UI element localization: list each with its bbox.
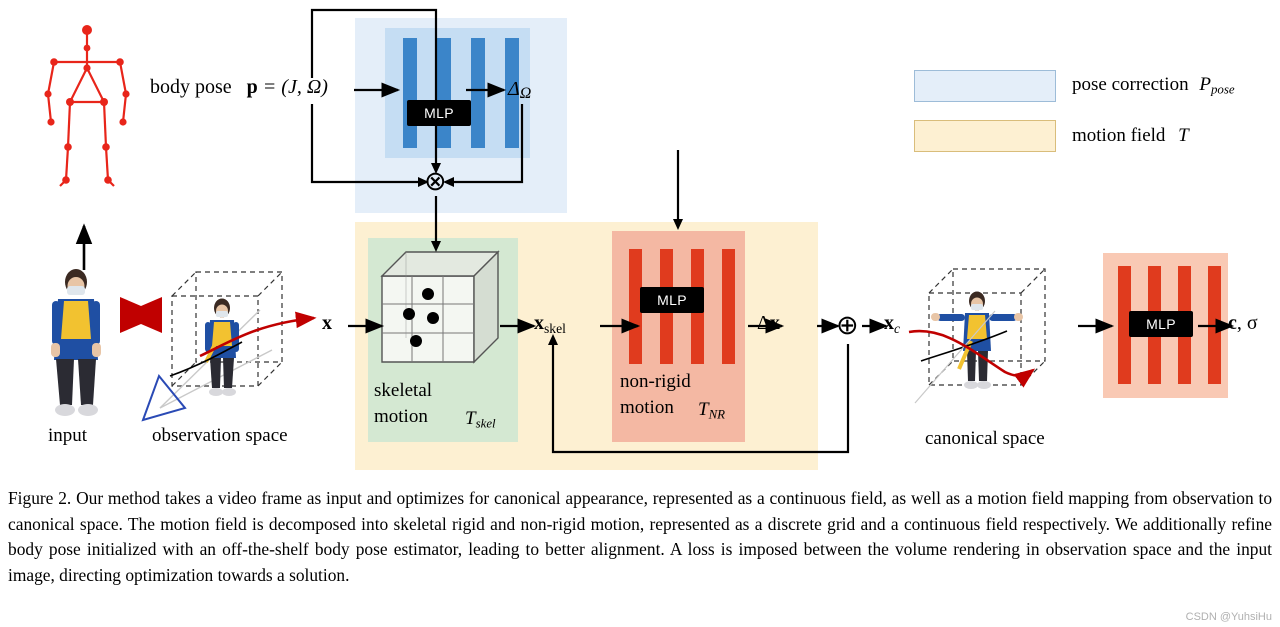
skeletal-motion-symbol: $T_{skel}$ bbox=[465, 408, 496, 431]
legend-item-motion-field bbox=[914, 120, 1235, 152]
legend-swatch-motion-field bbox=[914, 120, 1056, 152]
x-skel-label: $x_{skel}$ bbox=[534, 312, 566, 336]
skeletal-motion-label-line2: motion bbox=[374, 406, 428, 427]
legend-swatch-pose-correction bbox=[914, 70, 1056, 102]
nonrigid-motion-label-line1: non-rigid bbox=[620, 371, 691, 392]
delta-omega-label: ΔΩ bbox=[508, 78, 532, 103]
nonrigid-motion-symbol: $T_{NR}$ bbox=[698, 399, 726, 422]
canonical-space-label: canonical space bbox=[925, 428, 1045, 449]
legend bbox=[914, 70, 1235, 152]
nonrigid-motion-label-line2: motion bbox=[620, 397, 674, 418]
legend-item-pose-correction bbox=[914, 70, 1235, 102]
caption-text: Our method takes a video frame as input and optimizes for canonical appearance, represented as a continuous field, as well as a motion field mapping from observation to canonical space. The motion field is decomposed into skeletal rigid and non-rigid motion, represented as a discrete grid and a continuous field respectively. We additionally refine body pose initialized with an off-the-shelf body pose estimator, leading to better alignment. A loss is imposed between the volume rendering in observation space and the input image, directing optimization towards a solution. bbox=[8, 488, 1273, 585]
legend-label-pose-correction: pose correction $P_{pose}$ bbox=[1072, 74, 1235, 97]
input-label: input bbox=[48, 425, 88, 446]
multiply-operator: ⊗ bbox=[424, 166, 447, 196]
mlp-box-canonical: MLP bbox=[1129, 311, 1193, 337]
delta-x-label: Δx bbox=[757, 312, 780, 334]
x-label: x bbox=[322, 312, 332, 334]
mlp-box-nonrigid: MLP bbox=[640, 287, 704, 313]
caption-label: Figure 2. bbox=[8, 488, 72, 508]
legend-label-motion-field: motion field T bbox=[1072, 125, 1189, 146]
body-pose-label: body pose p = (J, Ω) bbox=[150, 76, 328, 98]
plus-operator: ⊕ bbox=[836, 310, 859, 340]
x-c-label: $x_c$ bbox=[884, 312, 901, 336]
observation-space-label: observation space bbox=[152, 425, 288, 446]
c-sigma-label: c, σ bbox=[1228, 312, 1258, 334]
skeletal-motion-label-line1: skeletal bbox=[374, 380, 433, 401]
mlp-box-pose: MLP bbox=[407, 100, 471, 126]
figure-caption bbox=[8, 486, 1272, 588]
watermark: CSDN @YuhsiHu bbox=[1185, 611, 1272, 623]
